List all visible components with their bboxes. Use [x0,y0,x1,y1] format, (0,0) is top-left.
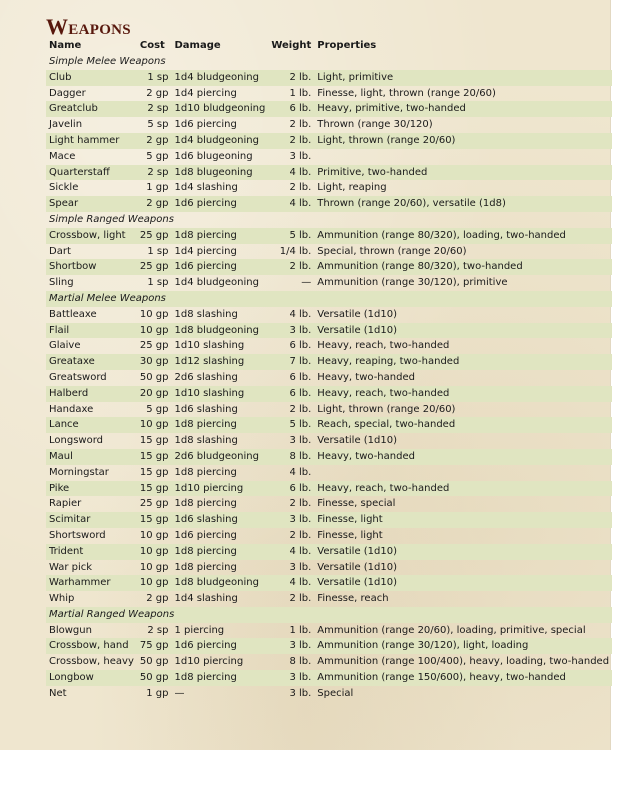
damage-cell: 1d8 piercing [171,544,268,560]
weapon-name-cell: Whip [49,593,75,605]
weapon-name-cell: Crossbow, light [46,228,137,244]
table-row [46,149,612,165]
weapon-name-cell: Dagger [49,87,86,99]
table-row [46,449,612,465]
weapon-name-cell: War pick [49,561,93,573]
cost-cell: 2 gp [146,593,169,605]
cost-cell: 50 gp [137,670,172,686]
table-row [46,228,612,244]
weight-cell: 2 lb. [289,403,312,415]
cost-cell: 10 gp [137,544,172,560]
table-row [46,591,612,607]
weapon-name-cell: Spear [46,196,137,212]
weapon-name-cell: Halberd [46,386,137,402]
table-row [46,417,612,433]
properties-cell: Versatile (1d10) [317,435,398,447]
cost-cell: 30 gp [137,354,172,370]
weight-cell: 6 lb. [268,481,314,497]
properties-cell: Reach, special, two-handed [314,417,612,433]
weight-cell: 8 lb. [268,449,314,465]
damage-cell: 1d8 bludgeoning [171,575,268,591]
cost-cell: 10 gp [137,417,172,433]
weight-cell: 2 lb. [268,259,314,275]
weapon-name-cell: Dart [49,245,71,257]
cost-cell: 2 sp [137,165,172,181]
table-row [46,560,612,576]
cost-cell: 15 gp [139,435,169,447]
table-row [46,544,612,560]
column-header-weight: Weight [271,40,312,51]
weight-cell: 2 lb. [268,70,314,86]
properties-cell: Special, thrown (range 20/60) [317,245,467,257]
weight-cell: 3 lb. [289,150,312,162]
cost-cell: 15 gp [137,449,172,465]
table-row [46,275,612,291]
cost-cell: 15 gp [139,466,169,478]
category-row [46,291,612,307]
category-row [46,607,612,623]
properties-cell: Heavy, reach, two-handed [314,481,612,497]
table-row [46,575,612,591]
table-row [46,244,612,260]
cost-cell: 1 sp [137,70,172,86]
table-row [46,370,612,386]
column-header-damage: Damage [174,40,221,51]
weight-cell: 2 lb. [289,498,312,510]
table-row [46,670,612,686]
cost-cell: 1 sp [147,277,169,289]
damage-cell: 1d10 slashing [171,386,268,402]
column-header-cost: Cost [139,40,165,51]
damage-cell: 1d10 piercing [174,656,244,668]
table-row [46,623,612,639]
damage-cell: 1d6 slashing [171,512,268,528]
category-label: Martial Ranged Weapons [46,607,612,623]
properties-cell: Versatile (1d10) [314,575,612,591]
damage-cell: 1d6 piercing [174,119,237,131]
weight-cell: 4 lb. [268,575,314,591]
weight-cell: 3 lb. [268,323,314,339]
weapon-name-cell: Shortbow [46,259,137,275]
table-row [46,259,612,275]
table-row [46,101,612,117]
category-row [46,212,612,228]
properties-cell: Heavy, primitive, two-handed [314,101,612,117]
damage-cell: 1d8 slashing [174,308,238,320]
weapon-name-cell: Scimitar [46,512,137,528]
weight-cell: 4 lb. [268,196,314,212]
cost-cell: 5 sp [147,119,169,131]
column-header-properties: Properties [317,40,377,51]
damage-cell: 1d6 piercing [171,259,268,275]
damage-cell: 2d6 slashing [174,371,238,383]
cost-cell: 25 gp [139,340,169,352]
category-label: Simple Ranged Weapons [49,213,174,225]
properties-cell: Heavy, reach, two-handed [314,386,612,402]
damage-cell: 1d8 slashing [174,435,238,447]
weapon-name-cell: Greatsword [49,371,107,383]
weapon-name-cell: Crossbow, hand [46,638,137,654]
weight-cell: 2 lb. [289,593,312,605]
category-row [46,54,612,70]
table-row [46,402,612,418]
weight-cell: 3 lb. [289,687,312,699]
weight-cell: 2 lb. [289,182,312,194]
weight-cell: 8 lb. [289,656,312,668]
properties-cell: Light, primitive [314,70,612,86]
weapon-name-cell: Mace [49,150,76,162]
cost-cell: 25 gp [139,498,169,510]
weight-cell: 5 lb. [268,228,314,244]
cost-cell: 10 gp [137,323,172,339]
weapon-name-cell: Blowgun [49,624,92,636]
weapon-name-cell: Light hammer [46,133,137,149]
table-row [46,86,612,102]
properties-cell: Finesse, special [317,498,396,510]
weapon-name-cell: Handaxe [49,403,94,415]
properties-cell: Versatile (1d10) [314,544,612,560]
table-row [46,654,612,670]
weight-cell: 2 lb. [289,529,312,541]
weapon-name-cell: Quarterstaff [46,165,137,181]
damage-cell: 1d4 slashing [174,593,238,605]
properties-cell: Ammunition (range 20/60), loading, primitive, special [317,624,586,636]
damage-cell: 1d8 piercing [174,466,237,478]
weapon-name-cell: Maul [46,449,137,465]
weight-cell: 3 lb. [268,638,314,654]
damage-cell: 1d4 piercing [174,245,237,257]
weight-cell: 4 lb. [268,165,314,181]
weight-cell: 1/4 lb. [279,245,312,257]
damage-cell: 1d8 piercing [174,498,237,510]
damage-cell: 1d8 piercing [171,417,268,433]
table-row [46,307,612,323]
cost-cell: 5 gp [146,403,169,415]
table-row [46,528,612,544]
damage-cell: 1d4 bludgeoning [174,277,259,289]
cost-cell: 25 gp [137,228,172,244]
table-row [46,165,612,181]
cost-cell: 2 sp [137,101,172,117]
cost-cell: 10 gp [139,308,169,320]
properties-cell: Light, thrown (range 20/60) [317,403,456,415]
properties-cell [314,465,612,481]
weapons-table [46,37,612,702]
weapon-name-cell: Net [49,687,67,699]
damage-cell: 1d10 bludgeoning [171,101,268,117]
damage-cell: 1d4 bludgeoning [171,70,268,86]
damage-cell: 1d10 piercing [171,481,268,497]
cost-cell: 50 gp [139,656,169,668]
properties-cell: Finesse, reach [317,593,389,605]
table-row [46,386,612,402]
weight-cell: 6 lb. [289,371,312,383]
damage-cell: 1d8 piercing [171,228,268,244]
weapon-name-cell: Greataxe [46,354,137,370]
cost-cell: 10 gp [139,561,169,573]
weight-cell: 4 lb. [268,544,314,560]
weapon-name-cell: Shortsword [49,529,106,541]
table-row [46,180,612,196]
weight-cell: 7 lb. [268,354,314,370]
cost-cell: 50 gp [139,371,169,383]
damage-cell: 2d6 bludgeoning [171,449,268,465]
cost-cell: 25 gp [137,259,172,275]
weapon-name-cell: Pike [46,481,137,497]
column-header-name: Name [49,40,82,51]
weight-cell: — [301,277,312,289]
weapon-name-cell: Lance [46,417,137,433]
damage-cell: 1 piercing [174,624,225,636]
weapon-name-cell: Battleaxe [49,308,97,320]
weapon-name-cell: Longbow [46,670,137,686]
cost-cell: 1 gp [146,687,169,699]
weight-cell: 3 lb. [268,670,314,686]
table-row [46,196,612,212]
damage-cell: 1d6 slashing [174,403,238,415]
properties-cell: Ammunition (range 30/120), primitive [317,277,508,289]
weight-cell: 6 lb. [268,101,314,117]
table-row [46,338,612,354]
damage-cell: 1d10 slashing [174,340,245,352]
damage-cell: 1d6 blugeoning [174,150,253,162]
properties-cell: Light, thrown (range 20/60) [314,133,612,149]
cost-cell: 2 gp [137,133,172,149]
weight-cell: 4 lb. [289,466,312,478]
properties-cell: Ammunition (range 80/320), loading, two-handed [314,228,612,244]
properties-cell: Light, reaping [317,182,387,194]
weapon-name-cell: Sling [49,277,74,289]
properties-cell: Thrown (range 20/60), versatile (1d8) [314,196,612,212]
cost-cell: 10 gp [137,575,172,591]
cost-cell: 2 gp [146,87,169,99]
weapon-name-cell: Greatclub [46,101,137,117]
cost-cell: 15 gp [137,481,172,497]
weapon-name-cell: Flail [46,323,137,339]
weight-cell: 6 lb. [289,340,312,352]
properties-cell: Heavy, reach, two-handed [317,340,450,352]
damage-cell: 1d6 piercing [171,196,268,212]
weight-cell: 5 lb. [268,417,314,433]
properties-cell: Versatile (1d10) [317,561,398,573]
header-row [46,37,612,54]
damage-cell: — [174,687,185,699]
weight-cell: 4 lb. [289,308,312,320]
weapon-name-cell: Javelin [49,119,83,131]
table-row [46,496,612,512]
properties-cell: Primitive, two-handed [314,165,612,181]
properties-cell: Finesse, light, thrown (range 20/60) [317,87,496,99]
properties-cell: Finesse, light [314,512,612,528]
cost-cell: 10 gp [139,529,169,541]
table-row [46,117,612,133]
page-title: Weapons [46,14,131,39]
table-row [46,70,612,86]
weight-cell: 1 lb. [289,87,312,99]
damage-cell: 1d6 piercing [174,529,237,541]
cost-cell: 2 gp [137,196,172,212]
table-row [46,465,612,481]
properties-cell: Ammunition (range 150/600), heavy, two-handed [314,670,612,686]
damage-cell: 1d12 slashing [171,354,268,370]
properties-cell: Heavy, two-handed [317,371,415,383]
table-row [46,686,612,702]
weapon-name-cell: Warhammer [46,575,137,591]
properties-cell: Versatile (1d10) [317,308,398,320]
weapon-name-cell: Glaive [49,340,81,352]
table-row [46,481,612,497]
properties-cell: Heavy, two-handed [314,449,612,465]
weapon-name-cell: Longsword [49,435,103,447]
table-row [46,512,612,528]
table-row [46,638,612,654]
weapon-name-cell: Crossbow, heavy [49,656,134,668]
properties-cell: Finesse, light [317,529,383,541]
table-row [46,433,612,449]
weapon-name-cell: Sickle [49,182,79,194]
weight-cell: 6 lb. [268,386,314,402]
weight-cell: 2 lb. [289,119,312,131]
damage-cell: 1d8 piercing [174,561,237,573]
damage-cell: 1d8 piercing [171,670,268,686]
properties-cell: Special [317,687,354,699]
cost-cell: 2 sp [147,624,169,636]
weapon-name-cell: Rapier [49,498,82,510]
cost-cell: 75 gp [137,638,172,654]
damage-cell: 1d8 bludgeoning [171,323,268,339]
weight-cell: 2 lb. [268,133,314,149]
properties-cell: Ammunition (range 100/400), heavy, loading, two-handed [317,656,610,668]
properties-cell: Versatile (1d10) [314,323,612,339]
cost-cell: 1 sp [147,245,169,257]
damage-cell: 1d6 piercing [171,638,268,654]
damage-cell: 1d4 slashing [174,182,238,194]
weapon-name-cell: Morningstar [49,466,109,478]
category-label: Martial Melee Weapons [46,291,612,307]
properties-cell: Heavy, reaping, two-handed [314,354,612,370]
table-row [46,323,612,339]
cost-cell: 1 gp [146,182,169,194]
table-body [46,54,612,702]
category-label: Simple Melee Weapons [49,56,166,67]
properties-cell: Ammunition (range 80/320), two-handed [314,259,612,275]
cost-cell: 20 gp [137,386,172,402]
table-row [46,133,612,149]
cost-cell: 5 gp [146,150,169,162]
weight-cell: 1 lb. [289,624,312,636]
weight-cell: 3 lb. [289,561,312,573]
damage-cell: 1d4 bludgeoning [171,133,268,149]
cost-cell: 15 gp [137,512,172,528]
table-row [46,354,612,370]
properties-cell [314,149,612,165]
weight-cell: 3 lb. [268,512,314,528]
properties-cell: Ammunition (range 30/120), light, loading [314,638,612,654]
damage-cell: 1d4 piercing [174,87,237,99]
weight-cell: 3 lb. [289,435,312,447]
weapon-name-cell: Club [46,70,137,86]
weapon-name-cell: Trident [46,544,137,560]
damage-cell: 1d8 blugeoning [171,165,268,181]
properties-cell: Thrown (range 30/120) [317,119,433,131]
